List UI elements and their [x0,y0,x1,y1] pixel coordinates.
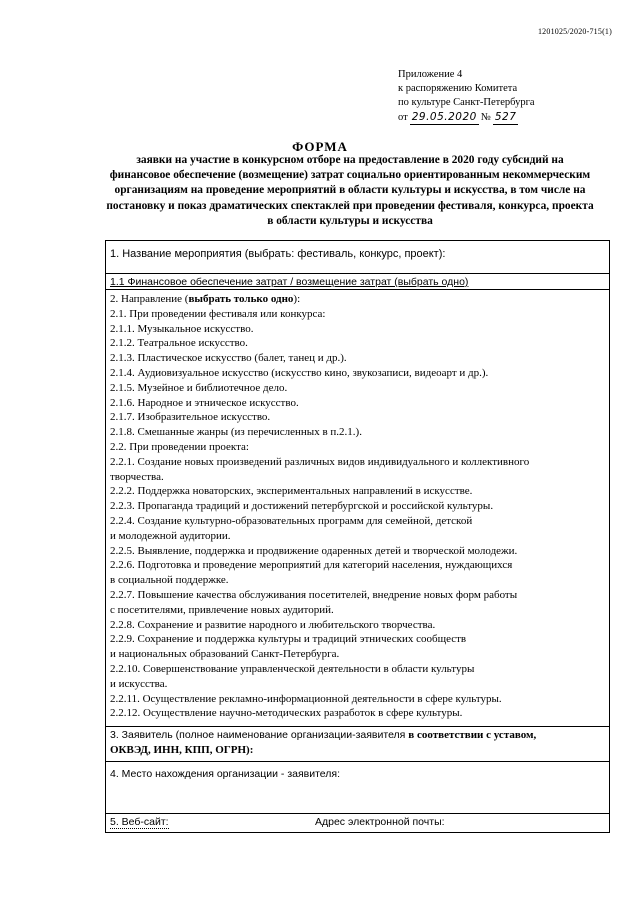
direction-item: 2.1.6. Народное и этническое искусство. [110,396,299,409]
direction-item: 2.2.1. Создание новых произведений различных видов индивидуального и коллективного [110,455,530,468]
direction-item: и национальных образований Санкт-Петербурга. [110,648,340,661]
document-id: 1201025/2020-715(1) [537,27,612,36]
appendix-line: Приложение 4 [398,69,463,80]
row-funding-type[interactable] [106,274,609,290]
row-label-bold: в соответствии с уставом, [408,729,537,741]
direction-item: и искусства. [110,677,168,690]
direction-item: с посетителями, привлечение новых аудиторий. [110,603,334,616]
row-event-name[interactable] [106,241,609,274]
direction-item: в социальной поддержке. [110,574,229,587]
direction-item: 2.2.12. Осуществление научно-методических разработок в сфере культуры. [110,707,463,720]
row-label: 1. Название мероприятия (выбрать: фестиваль, конкурс, проект): [110,248,446,260]
direction-item: творчества. [110,470,164,483]
number-label: № [480,112,491,123]
direction-item: 2.1. При проведении фестиваля или конкурса: [110,307,326,320]
direction-item: 2.2.7. Повышение качества обслуживания посетителей, внедрение новых форм работы [110,588,518,601]
direction-item: 2.2.6. Подготовка и проведение мероприятий для категорий населения, нуждающихся [110,559,513,572]
row-label: 1.1 Финансовое обеспечение затрат / возмещение затрат (выбрать одно) [110,276,469,288]
appendix-block [398,68,535,125]
row-location[interactable] [106,762,609,814]
direction-item: 2.2.5. Выявление, поддержка и продвижение одаренных детей и творческой молодежи. [110,544,518,557]
direction-item: 2.2.11. Осуществление рекламно-информационной деятельности в сфере культуры. [110,692,502,705]
row-label-bold: ОКВЭД, ИНН, КПП, ОГРН): [110,743,254,756]
application-form-table [105,240,610,833]
order-date: 29.05.2020 [411,111,477,123]
direction-item: 2.1.3. Пластическое искусство (балет, танец и др.). [110,352,347,365]
form-subtitle: заявки на участие в конкурсном отборе на предоставление в 2020 году субсидий на финансовое обеспечение (возмещение) затрат социально ориентированным некоммерческим организациям на проведение мероприятий в области культуры и искусства, в том числе на постановку и показ драматических спектаклей при проведении фестиваля, конкурса, проекта в области культуры и искусства [106,154,594,227]
appendix-line: по культуре Санкт-Петербурга [398,97,535,108]
row-applicant[interactable] [106,727,609,762]
direction-item: 2.2.2. Поддержка новаторских, экспериментальных направлений в искусстве. [110,485,473,498]
direction-item: 2.2.3. Пропаганда традиций и достижений петербургской и российской культуры. [110,500,494,513]
email-label: Адрес электронной почты: [315,816,445,828]
direction-item: 2.2.9. Сохранение и поддержка культуры и традиций этнических сообществ [110,633,467,646]
direction-item: 2.1.1. Музыкальное искусство. [110,322,254,335]
email-field[interactable] [315,815,445,831]
from-label: от [398,112,408,123]
direction-item: 2.1.5. Музейное и библиотечное дело. [110,381,288,394]
row-label: 4. Место нахождения организации - заявителя: [110,768,341,780]
direction-list [110,307,605,721]
direction-heading: 2. Направление (выбрать только одно): [110,293,301,305]
form-title: ФОРМА [292,139,348,154]
appendix-line: к распоряжению Комитета [398,83,518,94]
order-number: 527 [494,111,517,123]
direction-item: 2.1.4. Аудиовизуальное искусство (искусство кино, звукозаписи, видеоарт и др.). [110,366,489,379]
direction-item: 2.1.7. Изобразительное искусство. [110,411,271,424]
row-label: 3. Заявитель (полное наименование организации-заявителя [110,729,409,741]
direction-item: 2.2.8. Сохранение и развитие народного и любительского творчества. [110,618,436,631]
row-contacts [106,814,609,832]
website-label: 5. Веб-сайт: [110,816,169,828]
row-direction[interactable] [106,290,609,727]
direction-item: 2.1.2. Театральное искусство. [110,337,248,350]
order-date-number [398,110,535,125]
direction-item: 2.2. При проведении проекта: [110,440,249,453]
direction-item: 2.1.8. Смешанные жанры (из перечисленных в п.2.1.). [110,426,362,439]
direction-item: 2.2.4. Создание культурно-образовательных программ для семейной, детской [110,514,473,527]
direction-item: 2.2.10. Совершенствование управленческой деятельности в области культуры [110,662,475,675]
website-field[interactable] [110,815,315,831]
direction-item: и молодежной аудитории. [110,529,231,542]
